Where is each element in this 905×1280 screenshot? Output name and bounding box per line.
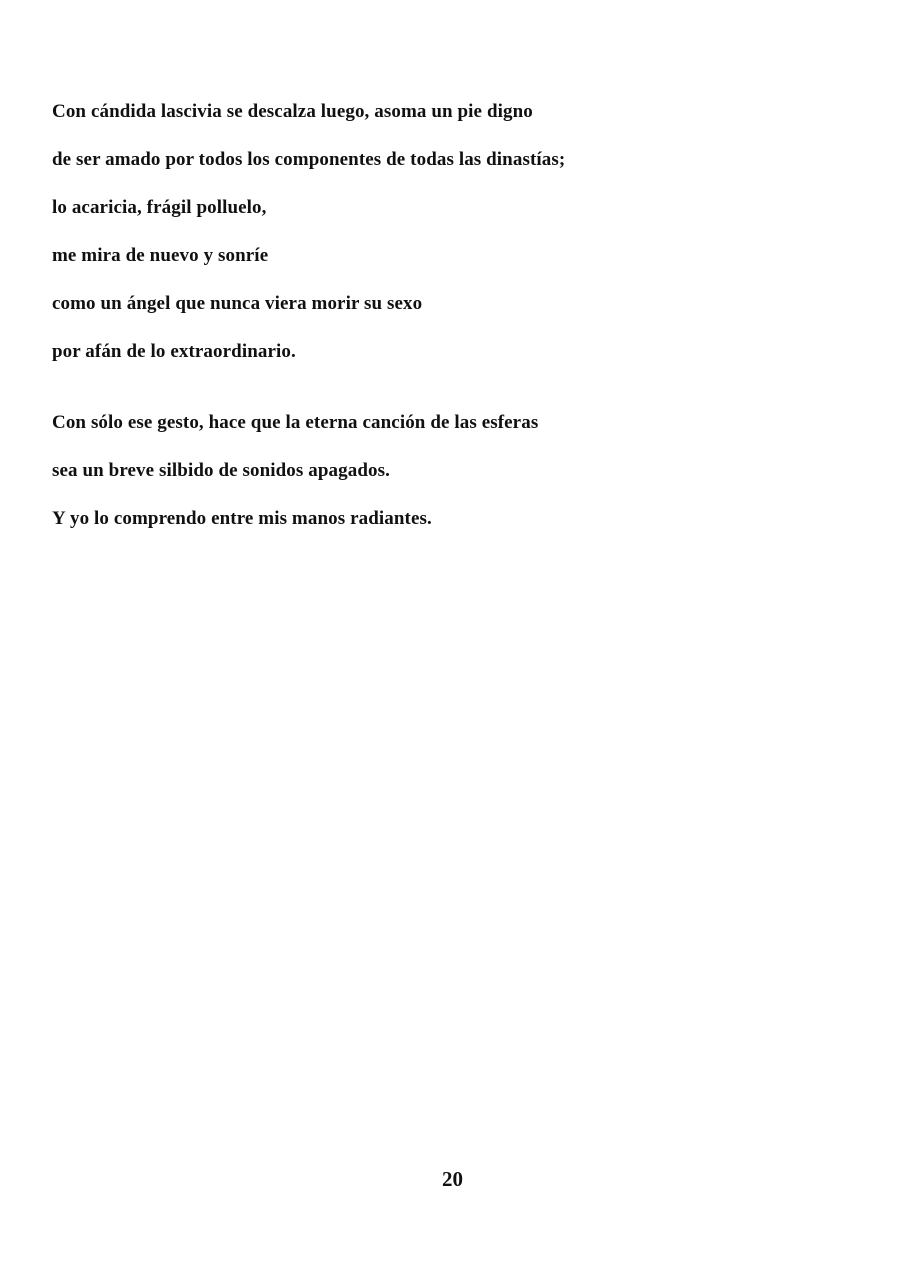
page-number: 20 bbox=[442, 1167, 463, 1191]
poem-stanza-2 bbox=[52, 399, 852, 543]
poem-line: Con cándida lascivia se descalza luego, asoma un pie digno bbox=[52, 101, 533, 122]
poem-line: de ser amado por todos los componentes de todas las dinastías; bbox=[52, 149, 566, 170]
poem-line: por afán de lo extraordinario. bbox=[52, 341, 296, 362]
poem-stanza-1 bbox=[52, 88, 852, 376]
poem-line: me mira de nuevo y sonríe bbox=[52, 245, 269, 266]
poem-line: Y yo lo comprendo entre mis manos radiantes. bbox=[52, 508, 432, 529]
poem-line: Con sólo ese gesto, hace que la eterna canción de las esferas bbox=[52, 412, 539, 433]
poem-line: como un ángel que nunca viera morir su sexo bbox=[52, 293, 423, 314]
poem-line: lo acaricia, frágil polluelo, bbox=[52, 197, 267, 218]
poem-line: sea un breve silbido de sonidos apagados. bbox=[52, 460, 390, 481]
